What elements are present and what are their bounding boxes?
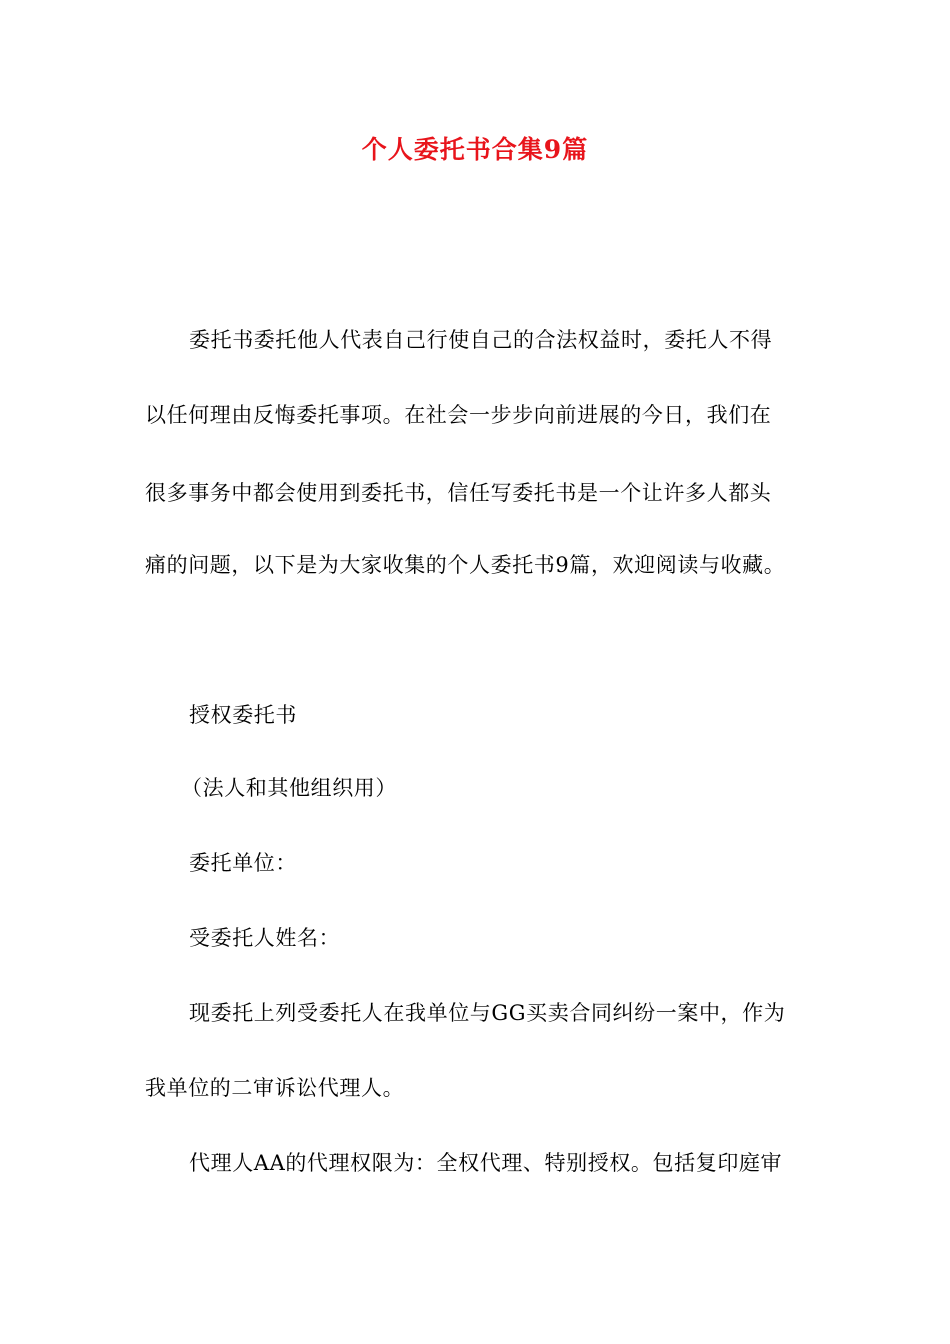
body-line-2: 我单位的二审诉讼代理人。: [145, 1076, 405, 1100]
body-line-1: 现委托上列受委托人在我单位与GG买卖合同纠纷一案中，作为: [189, 1001, 786, 1025]
body-line-3: 代理人AA的代理权限为：全权代理、特别授权。包括复印庭审: [189, 1151, 783, 1175]
field-trustee-name: 受委托人姓名：: [189, 926, 341, 950]
section-heading: 授权委托书: [189, 703, 297, 727]
intro-line-1: 委托书委托他人代表自己行使自己的合法权益时，委托人不得: [189, 328, 773, 352]
section-subheading: （法人和其他组织用）: [181, 776, 397, 800]
intro-line-3: 很多事务中都会使用到委托书，信任写委托书是一个让许多人都头: [145, 481, 772, 505]
field-entrusting-unit: 委托单位：: [189, 851, 297, 875]
intro-line-4: 痛的问题，以下是为大家收集的个人委托书9篇，欢迎阅读与收藏。: [145, 553, 786, 577]
document-title: 个人委托书合集9篇: [361, 135, 589, 164]
intro-line-2: 以任何理由反悔委托事项。在社会一步步向前进展的今日，我们在: [145, 403, 772, 427]
